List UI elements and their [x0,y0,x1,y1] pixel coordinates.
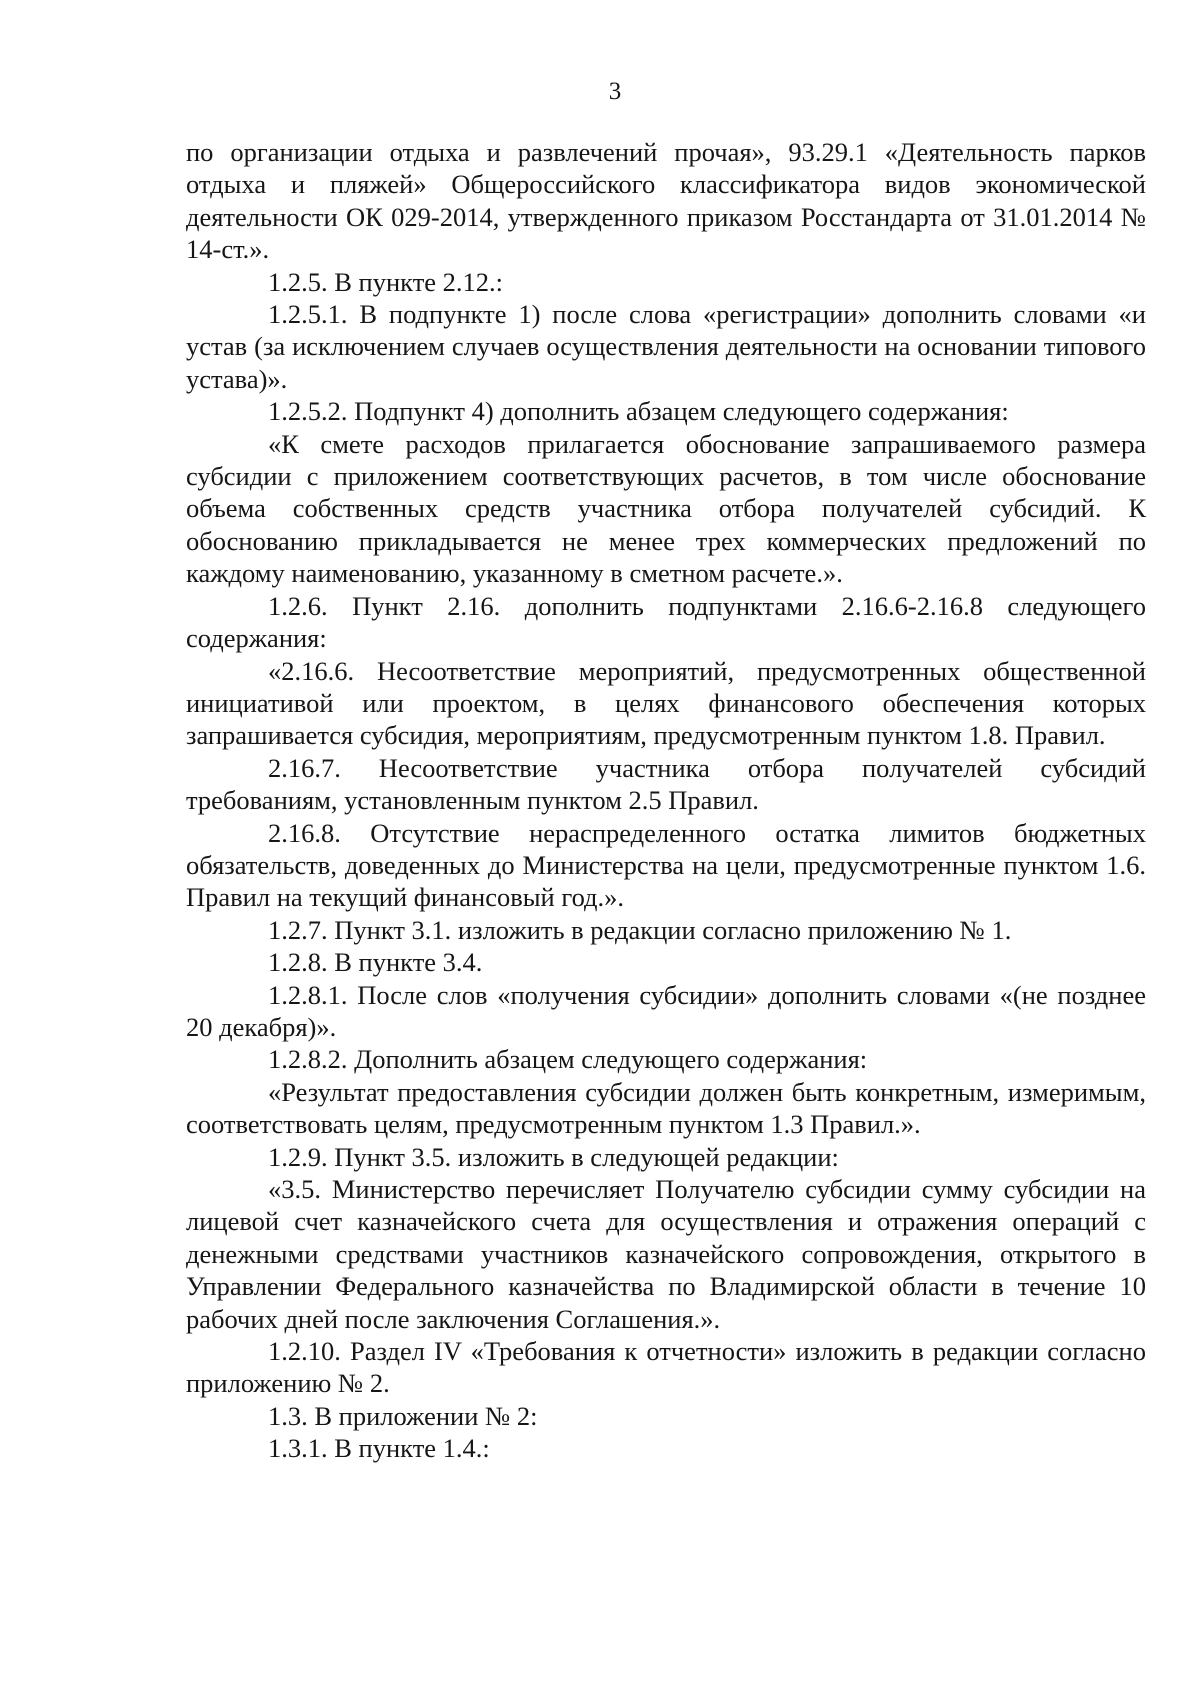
paragraph-1-2-5-1: 1.2.5.1. В подпункте 1) после слова «регистрации» дополнить словами «и устав (за исключением случаев осуществления деятельности на основании типового устава)». [186,299,1146,394]
document-body [186,136,1146,1465]
paragraph-1-2-5: 1.2.5. В пункте 2.12.: [268,266,504,297]
paragraph-1-2-10: 1.2.10. Раздел IV «Требования к отчетности» изложить в редакции согласно приложению № 2. [186,1336,1146,1399]
paragraph-2-16-7: 2.16.7. Несоответствие участника отбора получателей субсидий требованиям, установленным пунктом 2.5 Правил. [186,752,1146,816]
paragraph-1-2-6: 1.2.6. Пункт 2.16. дополнить подпунктами 2.16.6-2.16.8 следующего содержания: [186,590,1146,654]
paragraph-1-2-5-2: 1.2.5.2. Подпункт 4) дополнить абзацем следующего содержания: [268,396,1009,427]
paragraph-1-2-9: 1.2.9. Пункт 3.5. изложить в следующей редакции: [268,1141,839,1172]
paragraph-3-5-quote: «3.5. Министерство перечисляет Получателю субсидии сумму субсидии на лицевой счет казначейского счета для осуществления и отражения операций с денежными средствами участников казначейского сопровождения, открытого в Управлении Федерального казначейства по Владимирской области в течение 10 рабочих дней после заключения Соглашения.». [186,1174,1146,1334]
paragraph-1-2-8-1: 1.2.8.1. После слов «получения субсидии» дополнить словами «(не позднее 20 декабря)». [186,979,1146,1042]
paragraph-2-16-6: «2.16.6. Несоответствие мероприятий, предусмотренных общественной инициативой или проектом, в целях финансового обеспечения которых запрашивается субсидия, мероприятиям, предусмотренным пунктом 1.8. Правил. [186,655,1146,751]
paragraph-1-3-1: 1.3.1. В пункте 1.4.: [268,1433,490,1464]
page-number: 3 [608,78,622,105]
paragraph-result-quote: «Результат предоставления субсидии должен быть конкретным, измеримым, соответствовать целям, предусмотренным пунктом 1.3 Правил.». [186,1076,1146,1140]
paragraph-1-2-8: 1.2.8. В пункте 3.4. [268,947,483,978]
paragraph-1-2-7: 1.2.7. Пункт 3.1. изложить в редакции согласно приложению № 1. [268,914,1012,945]
paragraph-2-16-8: 2.16.8. Отсутствие нераспределенного остатка лимитов бюджетных обязательств, доведенных до Министерства на цели, предусмотренные пунктом 1.6. Правил на текущий финансовый год.». [186,817,1146,913]
paragraph-1-3: 1.3. В приложении № 2: [268,1400,538,1431]
paragraph-1-2-8-2: 1.2.8.2. Дополнить абзацем следующего содержания: [268,1044,868,1075]
paragraph-cost-estimate-quote: «К смете расходов прилагается обоснование запрашиваемого размера субсидии с приложением соответствующих расчетов, в том числе обоснование объема собственных средств участника отбора получателей субсидий. К обоснованию прикладывается не менее трех коммерческих предложений по каждому наименованию, указанному в сметном расчете.». [186,428,1146,589]
paragraph-okved-continuation: по организации отдыха и развлечений прочая», 93.29.1 «Деятельность парков отдыха и пляжей» Общероссийского классификатора видов экономической деятельности ОК 029-2014, утвержденного приказом Росстандарта от 31.01.2014 № 14-ст.». [186,137,1146,265]
